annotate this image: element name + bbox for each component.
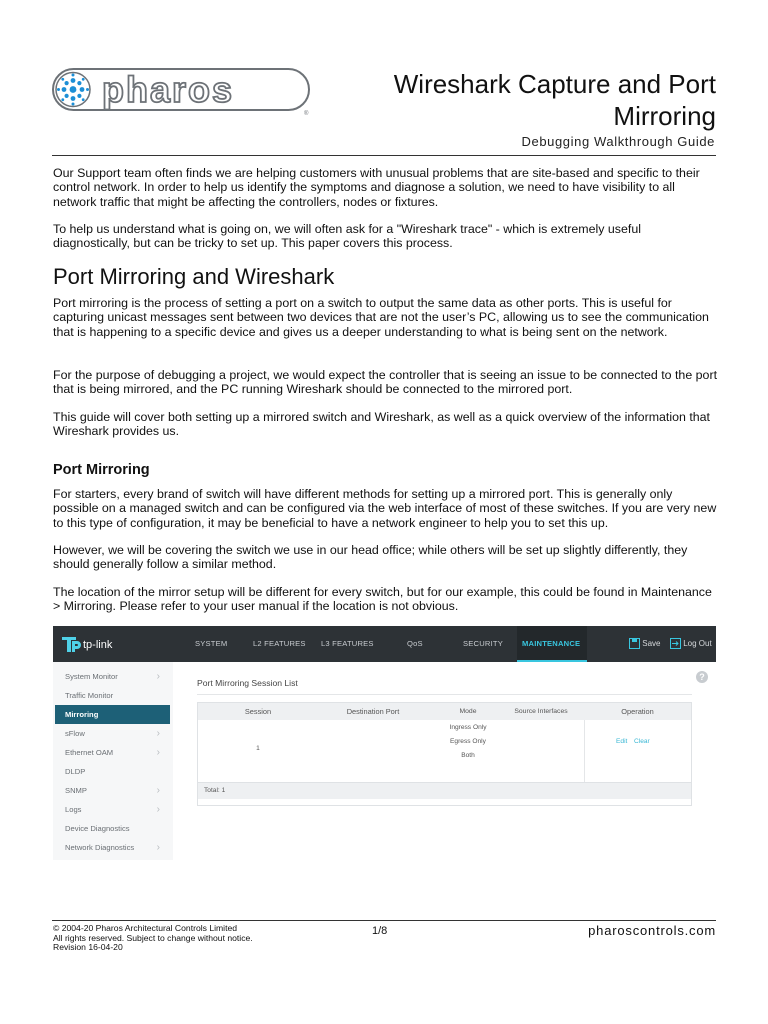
mode-both: Both xyxy=(461,752,475,759)
nav-maintenance[interactable]: MAINTENANCE xyxy=(522,639,581,648)
sidebar-item-sflow[interactable]: sFlow › xyxy=(55,724,170,743)
chevron-right-icon: › xyxy=(156,728,160,739)
document-title: Wireshark Capture and Port Mirroring xyxy=(393,69,716,131)
sidebar-item-snmp[interactable]: SNMP › xyxy=(55,781,170,800)
column-header-operation: Operation xyxy=(621,707,654,716)
sidebar-item-system-monitor[interactable]: System Monitor › xyxy=(55,667,170,686)
table-row xyxy=(198,720,691,782)
pharos-logo-graphic xyxy=(52,67,312,117)
section2-paragraph-1: For starters, every brand of switch will have different methods for setting up a mirrored port. This is generally only possible on a managed switch and can be configured via the web interface of most of these switches. If you are very new to this type of configuration, it may be beneficial to have a network engineer to help you to set this up. xyxy=(53,487,717,530)
column-header-session: Session xyxy=(244,707,272,716)
save-button[interactable] xyxy=(629,626,660,662)
section1-paragraph-1: Port mirroring is the process of setting a port on a switch to output the same data as other ports. This is useful for capturing unicast messages sent between two devices that are not the user’s PC, allowing us to see the communication that is happening to a specific device and gives us a deeper understanding to what is being sent on the network. xyxy=(53,296,709,339)
logo-wordmark: pharos xyxy=(102,69,235,110)
chevron-right-icon: › xyxy=(156,785,160,796)
section1-paragraph-2: For the purpose of debugging a project, we would expect the controller that is seeing an issue to be connected to the port that is being mirrored, and the PC running Wireshark should be connected to the mirrored port. xyxy=(53,368,718,397)
section2-paragraph-2: However, we will be covering the switch we use in our head office; while others will be set up slightly differently, they should generally follow a similar method. xyxy=(53,543,688,572)
section1-paragraph-3: This guide will cover both setting up a mirrored switch and Wireshark, as well as a quick overview of the information that Wireshark provides us. xyxy=(53,410,710,439)
copyright-block xyxy=(53,924,253,953)
sidebar-item-network-diagnostics[interactable]: Network Diagnostics › xyxy=(55,838,170,857)
edit-link[interactable]: Edit xyxy=(616,738,628,745)
panel-title: Port Mirroring Session List xyxy=(197,678,298,688)
subheading-port-mirroring: Port Mirroring xyxy=(53,462,150,478)
rights-line: All rights reserved. Subject to change without notice. xyxy=(53,932,253,943)
tplink-sidebar xyxy=(53,662,173,860)
document-subtitle: Debugging Walkthrough Guide xyxy=(521,134,715,149)
logout-button[interactable] xyxy=(670,626,712,662)
header-divider xyxy=(52,155,716,156)
column-header-mode: Mode xyxy=(459,708,477,715)
chevron-right-icon: › xyxy=(156,842,160,853)
sidebar-item-logs[interactable]: Logs › xyxy=(55,800,170,819)
tplink-logo-icon xyxy=(62,637,81,652)
total-count: Total: 1 xyxy=(204,787,226,794)
copyright-line: © 2004-20 Pharos Architectural Controls Limited xyxy=(53,923,238,933)
footer-divider xyxy=(52,920,716,921)
sidebar-item-mirroring[interactable]: Mirroring xyxy=(55,705,170,724)
section-heading-port-mirroring-wireshark: Port Mirroring and Wireshark xyxy=(53,264,335,289)
sidebar-item-dldp[interactable]: DLDP xyxy=(65,767,86,776)
save-label: Save xyxy=(642,639,661,648)
tplink-top-bar xyxy=(53,626,716,662)
tplink-logo xyxy=(59,632,129,656)
tplink-screenshot xyxy=(53,626,716,860)
pharos-logo xyxy=(52,67,312,117)
column-header-source-interfaces: Source Interfaces xyxy=(514,708,568,715)
svg-text:®: ® xyxy=(304,111,309,117)
sidebar-item-ethernet-oam[interactable]: Ethernet OAM › xyxy=(55,743,170,762)
section2-paragraph-3: The location of the mirror setup will be different for every switch, but for our example, this could be found in Maintenance > Mirroring. Please refer to your user manual if the location is not obvious. xyxy=(53,585,712,614)
table-header xyxy=(198,703,691,720)
mode-ingress-only: Ingress Only xyxy=(449,724,487,731)
intro-paragraph-1: Our Support team often finds we are helping customers with unusual problems that are site-based and specific to their control network. In order to help us identify the symptoms and diagnose a solution, we need to have visibility to all network traffic that might be affecting the controllers, nodes or fixtures. xyxy=(53,166,700,209)
sidebar-item-traffic-monitor[interactable]: Traffic Monitor xyxy=(65,691,114,700)
cell-session: 1 xyxy=(256,745,260,752)
tplink-main-panel xyxy=(173,662,716,860)
tplink-brand-text: tp-link xyxy=(83,639,113,651)
save-icon xyxy=(629,638,640,649)
nav-qos[interactable]: QoS xyxy=(407,639,423,648)
page-number: 1/8 xyxy=(372,925,388,937)
chevron-right-icon: › xyxy=(156,747,160,758)
logout-icon xyxy=(670,638,681,649)
mode-egress-only: Egress Only xyxy=(450,738,486,745)
nav-system[interactable]: SYSTEM xyxy=(195,639,228,648)
website-url[interactable]: pharoscontrols.com xyxy=(588,923,716,938)
intro-paragraph-2: To help us understand what is going on, we will often ask for a "Wireshark trace" - which is extremely useful diagnostically, but can be tricky to set up. This paper covers this process. xyxy=(53,222,641,251)
nav-security[interactable]: SECURITY xyxy=(463,639,503,648)
chevron-right-icon: › xyxy=(156,804,160,815)
nav-l3-features[interactable]: L3 FEATURES xyxy=(321,639,374,648)
help-icon[interactable]: ? xyxy=(696,671,708,683)
mirroring-session-table xyxy=(197,702,692,806)
revision-line: Revision 16-04-20 xyxy=(53,942,123,953)
nav-l2-features[interactable]: L2 FEATURES xyxy=(253,639,306,648)
table-footer xyxy=(198,782,691,799)
chevron-right-icon: › xyxy=(156,671,160,682)
column-header-destination-port: Destination Port xyxy=(346,707,400,716)
sidebar-item-device-diagnostics[interactable]: Device Diagnostics xyxy=(65,824,130,833)
clear-link[interactable]: Clear xyxy=(634,738,650,745)
logout-label: Log Out xyxy=(683,639,712,648)
